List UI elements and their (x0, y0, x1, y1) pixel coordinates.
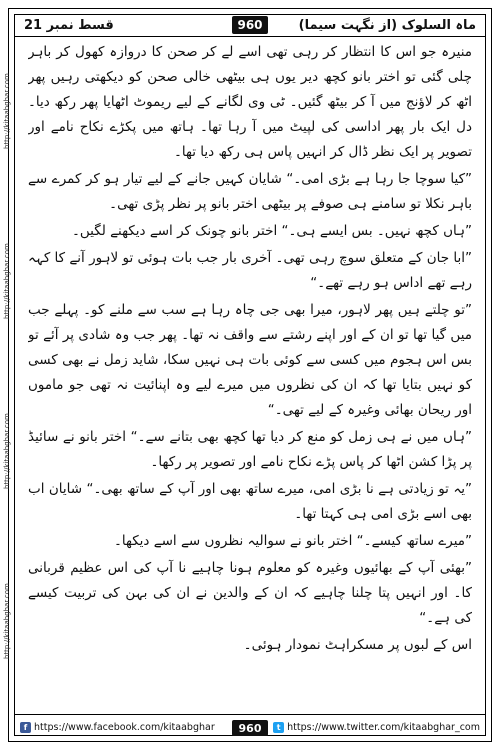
watermark-text: http://kitaabghar.com (3, 73, 11, 149)
paragraph: منیرہ جو اس کا انتظار کر رہی تھی اسے لے کر صحن کا دروازہ کھول کر باہر چلی گئی تو اختر بانو کچھ دیر یوں ہی بیٹھی خالی صحن کو دیکھتی رہیں پھر اٹھ کر لاؤنج میں آ کر بیٹھ گئیں۔ ٹی وی لگانے کے لیے ریموٹ اٹھایا پھر رکھ دیا۔ دل ایک بار پھر اداسی کی لپیٹ میں آ رہا تھا۔ ہاتھ میں پکڑے نکاح نامے اور تصویر پر ایک نظر ڈال کر انہیں پاس ہی رکھ دیا تھا۔ (28, 44, 472, 160)
paragraph: ”میرے ساتھ کیسے۔“ اختر بانو نے سوالیہ نظروں سے اسے دیکھا۔ (113, 533, 472, 549)
episode-label: قسط نمبر 21 (24, 17, 114, 33)
paragraph: ”کیا سوچا جا رہا ہے بڑی امی۔“ شایان کہیں جانے کے لیے تیار ہو کر کمرے سے باہر نکلا تو سامنے ہی صوفے پر بیٹھی اختر بانو پر نظر پڑی تھی۔ (28, 171, 472, 212)
footer-rule (14, 714, 486, 715)
header-rule (14, 36, 486, 37)
watermark-text: http://kitaabghar.com (3, 583, 11, 659)
page-number-badge: 960 (232, 16, 268, 34)
story-body (28, 40, 472, 690)
novel-title: ماہ السلوک (از نگہت سیما) (298, 17, 476, 33)
facebook-url: https://www.facebook.com/kitaabghar (34, 721, 215, 733)
watermark-text: http://kitaabghar.com (3, 243, 11, 319)
paragraph: ”ہاں میں نے ہی زمل کو منع کر دیا تھا کچھ بھی بتانے سے۔“ اختر بانو نے سائیڈ پر پڑا کشن اٹھا کر پاس پڑے نکاح نامے اور تصویر پر رکھا۔ (28, 429, 472, 470)
twitter-icon: t (273, 722, 284, 733)
paragraph: ”بھئی آپ کے بھائیوں وغیرہ کو معلوم ہونا چاہیے نا آپ کی اس عظیم قربانی کا۔ اور انہیں پتا چلنا چاہیے کہ ان کے والدین نے ان کی بہن کی تربیت کیسے کی ہے۔“ (28, 560, 472, 626)
paragraph: ”تو چلتے ہیں پھر لاہور، میرا بھی جی چاہ رہا ہے سب سے ملنے کو۔ پہلے جب میں گیا تھا تو ان کے اور اپنے رشتے سے واقف نہ تھا۔ پھر جب وہ شادی پر آئے تو بس اس ہجوم میں کسی سے کوئی بات ہی نہیں سکا، شاید زمل نے بھی کسی کو نہیں بتایا تھا کہ ان کی نظروں میں میرے لیے وہ اپنائیت نہ تھی جو ماموں اور ریحان بھائی وغیرہ کے لیے تھی۔“ (28, 302, 472, 418)
side-watermark (0, 30, 14, 720)
watermark-text: http://kitaabghar.com (3, 413, 11, 489)
paragraph: ”یہ تو زیادتی ہے نا بڑی امی، میرے ساتھ بھی اور آپ کے ساتھ بھی۔“ شایان اب بھی اسے بڑی امی ہی کہتا تھا۔ (28, 481, 472, 522)
twitter-link[interactable] (273, 722, 480, 733)
footer-page-number-badge: 960 (232, 720, 268, 736)
twitter-url: https://www.twitter.com/kitaabghar_com (287, 721, 480, 733)
paragraph: اس کے لبوں پر مسکراہٹ نمودار ہوئی۔ (243, 637, 472, 653)
paragraph: ”ابا جان کے متعلق سوچ رہی تھی۔ آخری بار جب بات ہوئی تو لاہور آنے کا کہہ رہے تھے اداس ہو رہے تھے۔“ (28, 250, 472, 291)
paragraph: ”ہاں کچھ نہیں۔ بس ایسے ہی۔“ اختر بانو چونک کر اسے دیکھنے لگیں۔ (71, 223, 472, 239)
facebook-link[interactable] (20, 722, 215, 733)
facebook-icon: f (20, 722, 31, 733)
